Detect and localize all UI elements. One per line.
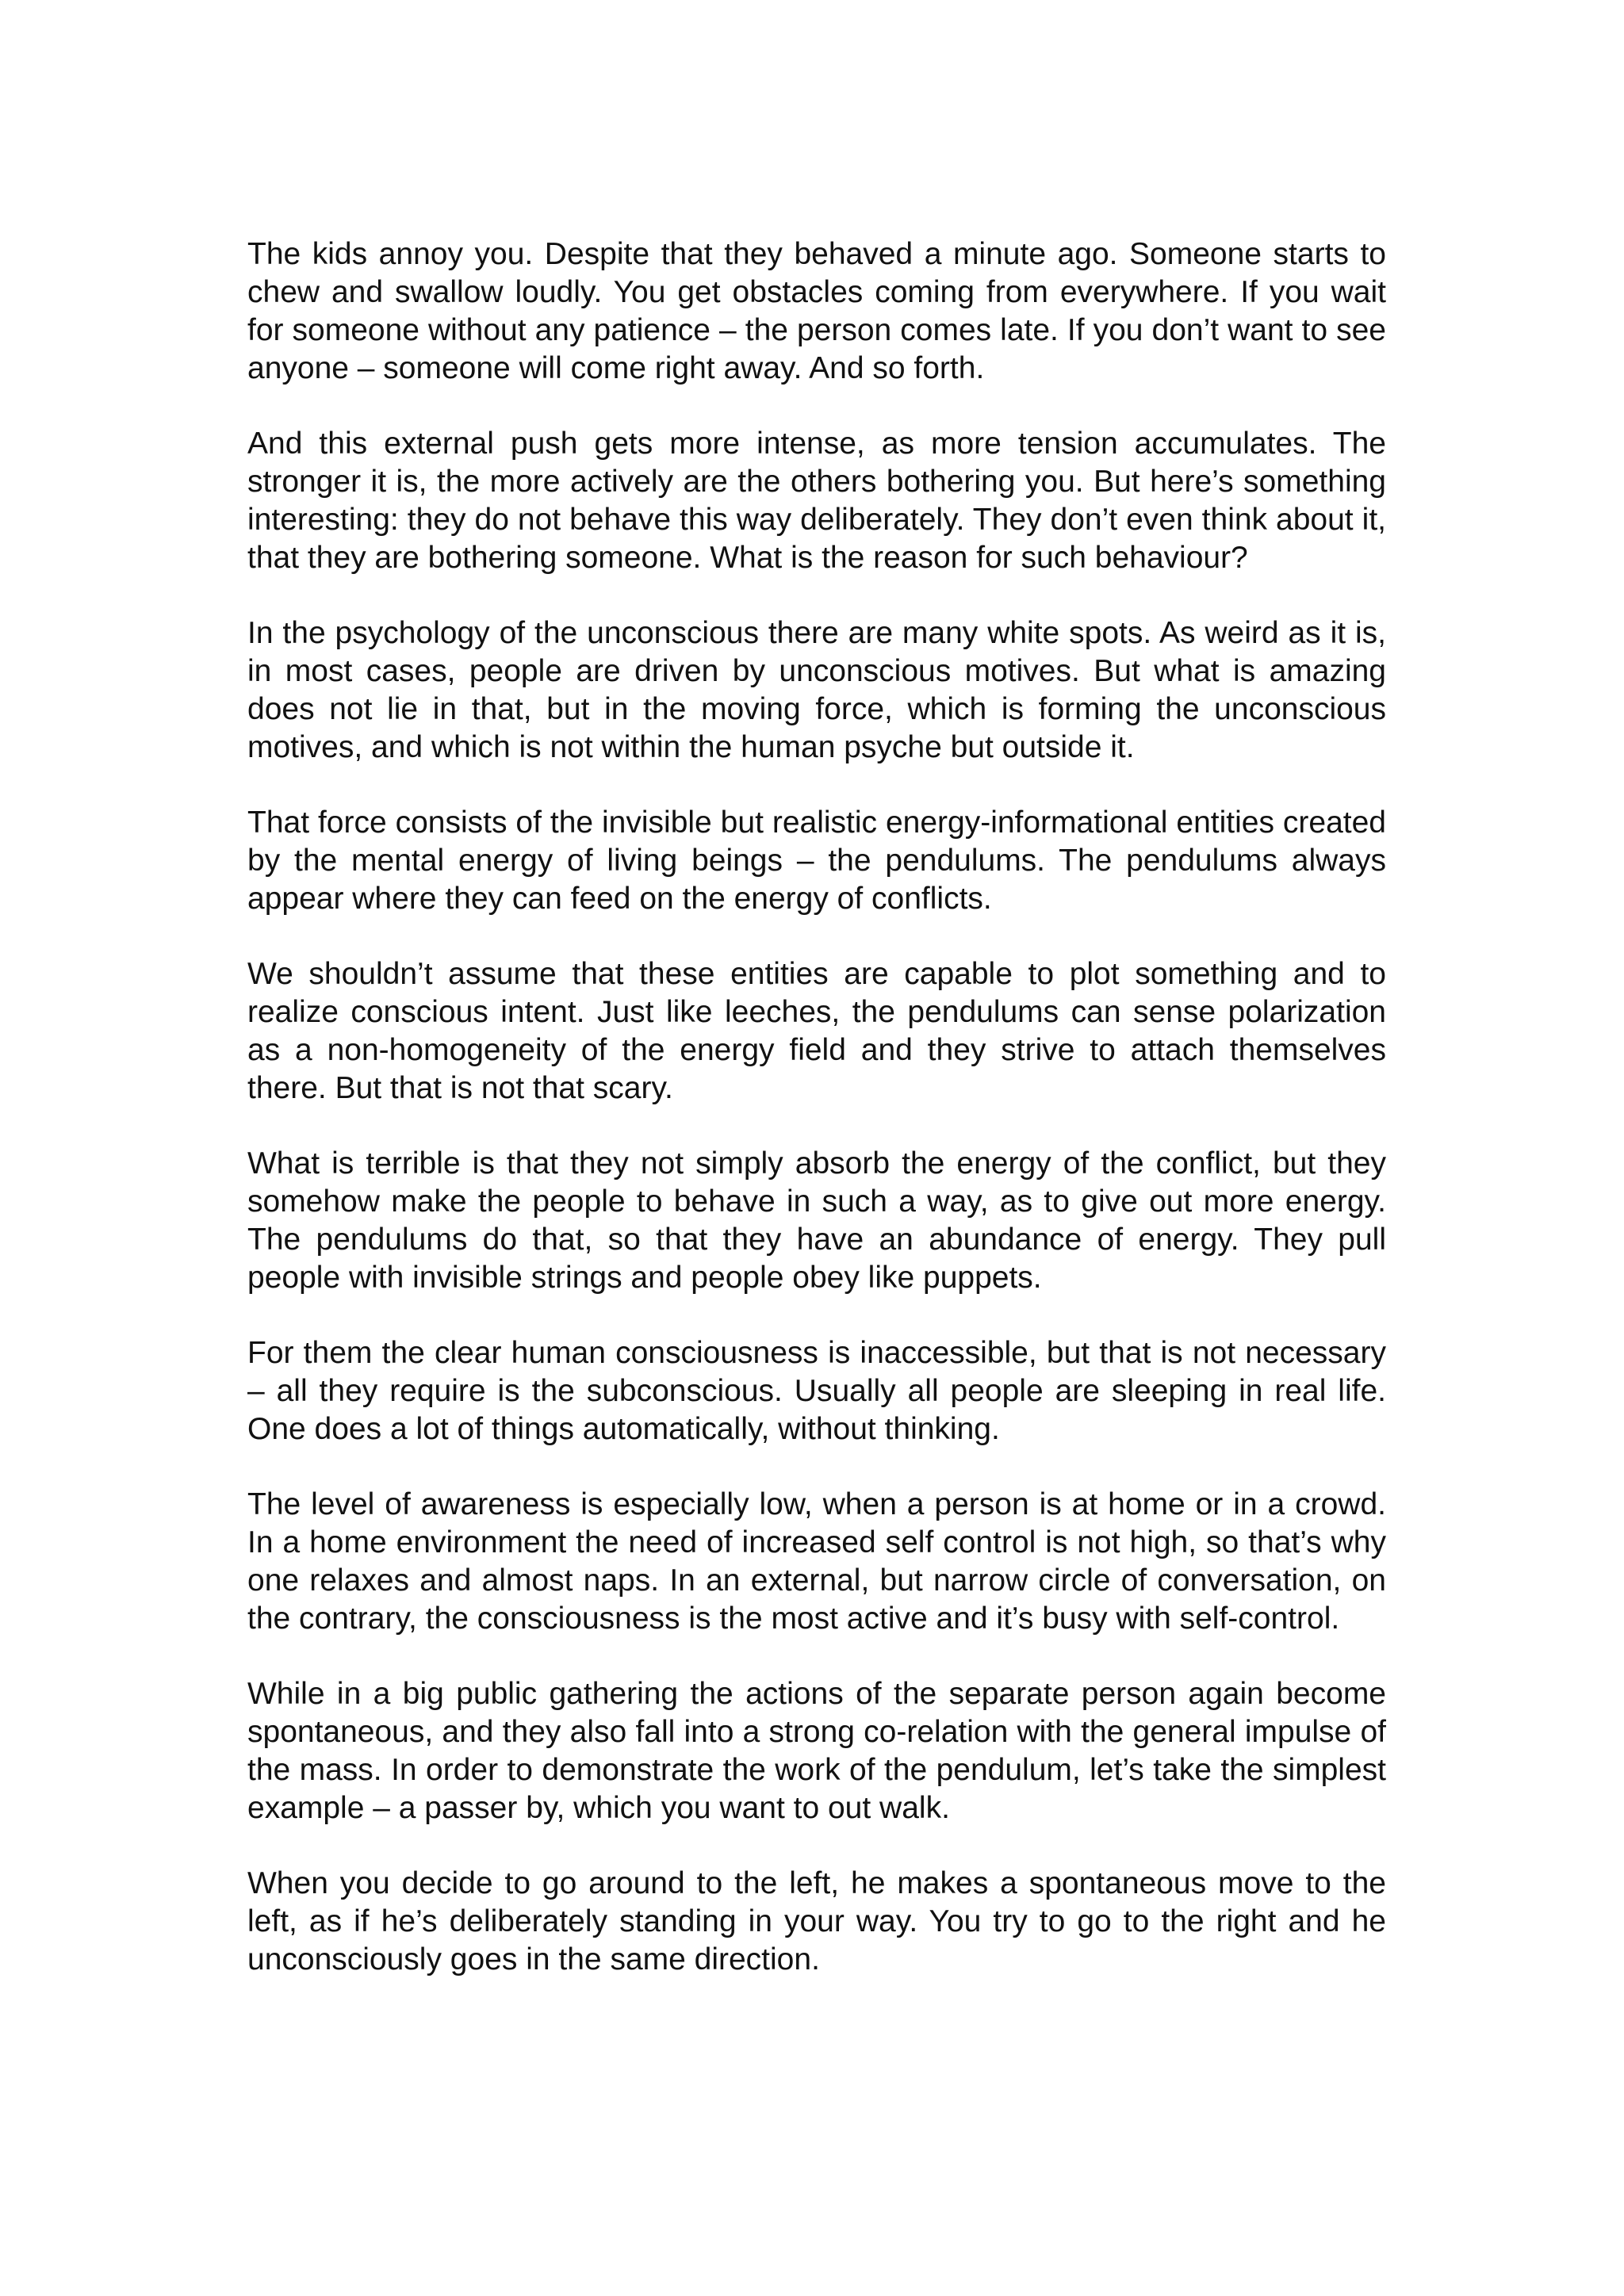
paragraph-1: The kids annoy you. Despite that they behaved a minute ago. Someone starts to chew and swallow loudly. You get obstacles coming from everywhere. If you wait for someone without any patience – the person comes late. If you don’t want to see anyone – someone will come right away. And so forth. [247, 237, 1386, 385]
paragraph-8: The level of awareness is especially low, when a person is at home or in a crowd. In a home environment the need of increased self control is not high, so that’s why one relaxes and almost naps. In an external, but narrow circle of conversation, on the contrary, the consciousness is the most active and it’s busy with self-control. [247, 1487, 1386, 1636]
paragraph-7: For them the clear human consciousness is inaccessible, but that is not necessary – all they require is the subconscious. Usually all people are sleeping in real life. One does a lot of things automatically, without thinking. [247, 1336, 1386, 1446]
document-body [247, 235, 1386, 1979]
paragraph-2: And this external push gets more intense, as more tension accumulates. The stronger it is, the more actively are the others bothering you. But here’s something interesting: they do not behave this way deliberately. They don’t even think about it, that they are bothering someone. What is the reason for such behaviour? [247, 427, 1386, 575]
paragraph-10: When you decide to go around to the left, he makes a spontaneous move to the left, as if he’s deliberately standing in your way. You try to go to the right and he unconsciously goes in the same direction. [247, 1866, 1386, 1976]
paragraph-4: That force consists of the invisible but realistic energy-informational entities created by the mental energy of living beings – the pendulums. The pendulums always appear where they can feed on the energy of conflicts. [247, 806, 1386, 916]
paragraph-3: In the psychology of the unconscious there are many white spots. As weird as it is, in most cases, people are driven by unconscious motives. But what is amazing does not lie in that, but in the moving force, which is forming the unconscious motives, and which is not within the human psyche but outside it. [247, 616, 1386, 764]
paragraph-5: We shouldn’t assume that these entities are capable to plot something and to realize conscious intent. Just like leeches, the pendulums can sense polarization as a non-homogeneity of the energy field and they strive to attach themselves there. But that is not that scary. [247, 957, 1386, 1105]
paragraph-9: While in a big public gathering the actions of the separate person again become spontaneous, and they also fall into a strong co-relation with the general impulse of the mass. In order to demonstrate the work of the pendulum, let’s take the simplest example – a passer by, which you want to out walk. [247, 1677, 1386, 1825]
paragraph-6: What is terrible is that they not simply absorb the energy of the conflict, but they somehow make the people to behave in such a way, as to give out more energy. The pendulums do that, so that they have an abundance of energy. They pull people with invisible strings and people obey like puppets. [247, 1146, 1386, 1295]
